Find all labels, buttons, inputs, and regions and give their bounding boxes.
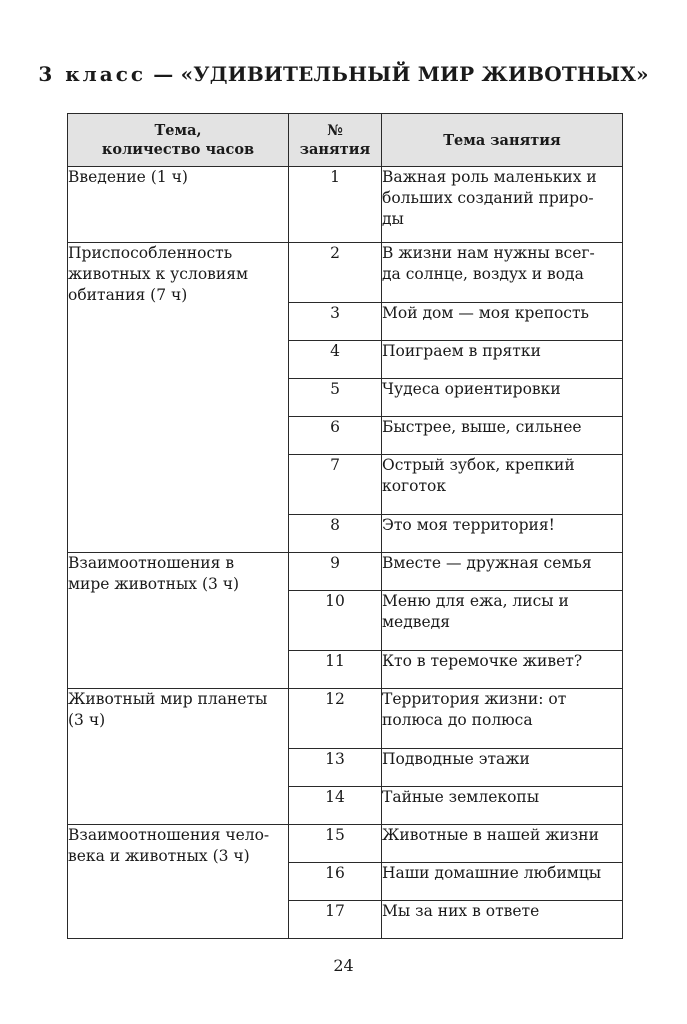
table-row [68, 553, 623, 591]
lesson-title-line: В жизни нам нужны всег- [382, 244, 595, 262]
topic-cell [68, 243, 289, 553]
topic-text-line: Взаимоотношения в [68, 554, 235, 572]
lesson-title-line: ды [382, 210, 404, 228]
topic-text-line: века и животных (3 ч) [68, 847, 250, 865]
lesson-title-line: Меню для ежа, лисы и [382, 592, 569, 610]
header-topic-line2: количество часов [101, 141, 255, 158]
lesson-title-line: больших созданий приро- [382, 189, 594, 207]
lesson-number: 8 [289, 515, 382, 553]
topic-cell [68, 825, 289, 939]
lesson-number: 9 [289, 553, 382, 591]
topic-text-line: Животный мир планеты [68, 690, 268, 708]
topic-cell [68, 553, 289, 689]
lesson-number: 13 [289, 749, 382, 787]
lesson-title: Чудеса ориентировки [382, 379, 623, 417]
lesson-number: 1 [289, 167, 382, 243]
lesson-number: 6 [289, 417, 382, 455]
topic-text-line: обитания (7 ч) [68, 286, 188, 304]
lesson-title-line: коготок [382, 477, 447, 495]
topic-text-line: мире животных (3 ч) [68, 575, 240, 593]
lesson-title: Быстрее, выше, сильнее [382, 417, 623, 455]
topic-cell [68, 167, 289, 243]
lesson-title [382, 167, 623, 243]
topic-text: Введение (1 ч) [68, 168, 188, 186]
lesson-number: 17 [289, 901, 382, 939]
topic-text-line: Взаимоотношения чело- [68, 826, 270, 844]
topic-cell [68, 689, 289, 825]
lesson-title: Подводные этажи [382, 749, 623, 787]
lesson-number: 2 [289, 243, 382, 303]
header-lesson: Тема занятия [382, 114, 623, 167]
table-header [68, 114, 623, 167]
curriculum-table [67, 113, 623, 939]
lesson-title: Поиграем в прятки [382, 341, 623, 379]
page-title [0, 62, 687, 86]
lesson-title: Мы за них в ответе [382, 901, 623, 939]
lesson-title: Тайные землекопы [382, 787, 623, 825]
table-row [68, 825, 623, 863]
lesson-title [382, 455, 623, 515]
lesson-title [382, 591, 623, 651]
lesson-title: Это моя территория! [382, 515, 623, 553]
lesson-title [382, 243, 623, 303]
lesson-number: 5 [289, 379, 382, 417]
lesson-number: 15 [289, 825, 382, 863]
lesson-title-line: Важная роль маленьких и [382, 168, 597, 186]
table-row [68, 167, 623, 243]
lesson-title [382, 689, 623, 749]
title-program-name: — «УДИВИТЕЛЬНЫЙ МИР ЖИВОТНЫХ» [146, 62, 649, 86]
page-number: 24 [333, 956, 354, 975]
lesson-number: 16 [289, 863, 382, 901]
lesson-title-line: да солнце, воздух и вода [382, 265, 584, 283]
title-class-label: 3 класс [38, 62, 147, 86]
lesson-number: 4 [289, 341, 382, 379]
lesson-number: 7 [289, 455, 382, 515]
header-topic-line1: Тема, [154, 122, 202, 139]
lesson-number: 14 [289, 787, 382, 825]
lesson-title: Кто в теремочке живет? [382, 651, 623, 689]
header-number [289, 114, 382, 167]
lesson-title-line: медведя [382, 613, 450, 631]
lesson-title: Наши домашние любимцы [382, 863, 623, 901]
lesson-title-line: Острый зубок, крепкий [382, 456, 575, 474]
topic-text-line: животных к условиям [68, 265, 249, 283]
lesson-title: Животные в нашей жизни [382, 825, 623, 863]
header-number-line2: занятия [299, 141, 371, 158]
lesson-number: 10 [289, 591, 382, 651]
lesson-number: 11 [289, 651, 382, 689]
lesson-number: 3 [289, 303, 382, 341]
header-number-line1: № [327, 122, 343, 139]
header-topic [68, 114, 289, 167]
lesson-title-line: Территория жизни: от [382, 690, 567, 708]
table-row [68, 243, 623, 303]
topic-text-line: (3 ч) [68, 711, 106, 729]
lesson-title: Мой дом — моя крепость [382, 303, 623, 341]
table-row [68, 689, 623, 749]
lesson-title: Вместе — дружная семья [382, 553, 623, 591]
lesson-number: 12 [289, 689, 382, 749]
lesson-title-line: полюса до полюса [382, 711, 533, 729]
topic-text-line: Приспособленность [68, 244, 233, 262]
